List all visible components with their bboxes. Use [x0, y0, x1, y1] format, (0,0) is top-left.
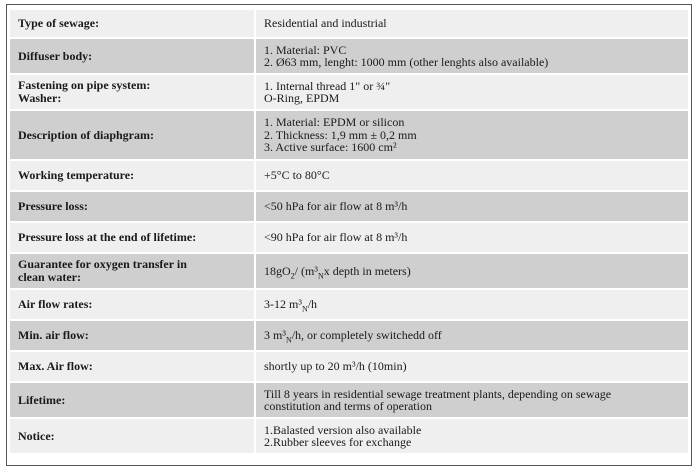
row-label: Description of diaphgram: — [10, 111, 256, 159]
table-row — [10, 321, 688, 350]
row-value: Residential and industrial — [256, 10, 688, 37]
row-label: Notice: — [10, 419, 256, 453]
row-value: +5°C to 80°C — [256, 161, 688, 190]
table-row — [10, 419, 688, 453]
row-label: Min. air flow: — [10, 321, 256, 350]
row-value: 1. Internal thread 1" or ¾" O-Ring, EPDM — [256, 75, 688, 109]
row-label: Fastening on pipe system: Washer: — [10, 75, 256, 109]
row-label: Lifetime: — [10, 383, 256, 417]
table-row — [10, 161, 688, 190]
row-value: 1. Material: PVC 2. Ø63 mm, lenght: 1000 mm (other lenghts also available) — [256, 39, 688, 73]
row-label: Type of sewage: — [10, 10, 256, 37]
row-label: Working temperature: — [10, 161, 256, 190]
table-row — [10, 254, 688, 288]
row-value: 3 $m^3_N/h$, or completely switchedd off — [256, 321, 688, 350]
row-value: 1. Material: EPDM or silicon 2. Thickness: 1,9 mm ± 0,2 mm 3. Active surface: 1600 cm² — [256, 111, 688, 159]
row-label: Air flow rates: — [10, 290, 256, 319]
row-label: Guarantee for oxygen transfer in clean water: — [10, 254, 256, 288]
table-row — [10, 290, 688, 319]
row-value: <90 hPa for air flow at 8 m³/h — [256, 223, 688, 252]
row-label: Pressure loss: — [10, 192, 256, 221]
row-value: 3-12 $m^3_N/h$ — [256, 290, 688, 319]
spec-table — [10, 8, 688, 455]
row-value: $18gO_2/$ ($m^3_Nx$ depth in meters) — [256, 254, 688, 288]
table-row — [10, 75, 688, 109]
row-value: shortly up to 20 m³/h (10min) — [256, 352, 688, 381]
row-value: Till 8 years in residential sewage treatment plants, depending on sewage constitution and terms of operation — [256, 383, 688, 417]
table-row — [10, 39, 688, 73]
table-row — [10, 352, 688, 381]
row-label: Diffuser body: — [10, 39, 256, 73]
table-row — [10, 223, 688, 252]
row-label: Max. Air flow: — [10, 352, 256, 381]
row-value: <50 hPa for air flow at 8 m³/h — [256, 192, 688, 221]
table-row — [10, 10, 688, 37]
row-label: Pressure loss at the end of lifetime: — [10, 223, 256, 252]
table-row — [10, 383, 688, 417]
table-row — [10, 192, 688, 221]
row-value: 1.Balasted version also available 2.Rubber sleeves for exchange — [256, 419, 688, 453]
table-row — [10, 111, 688, 159]
